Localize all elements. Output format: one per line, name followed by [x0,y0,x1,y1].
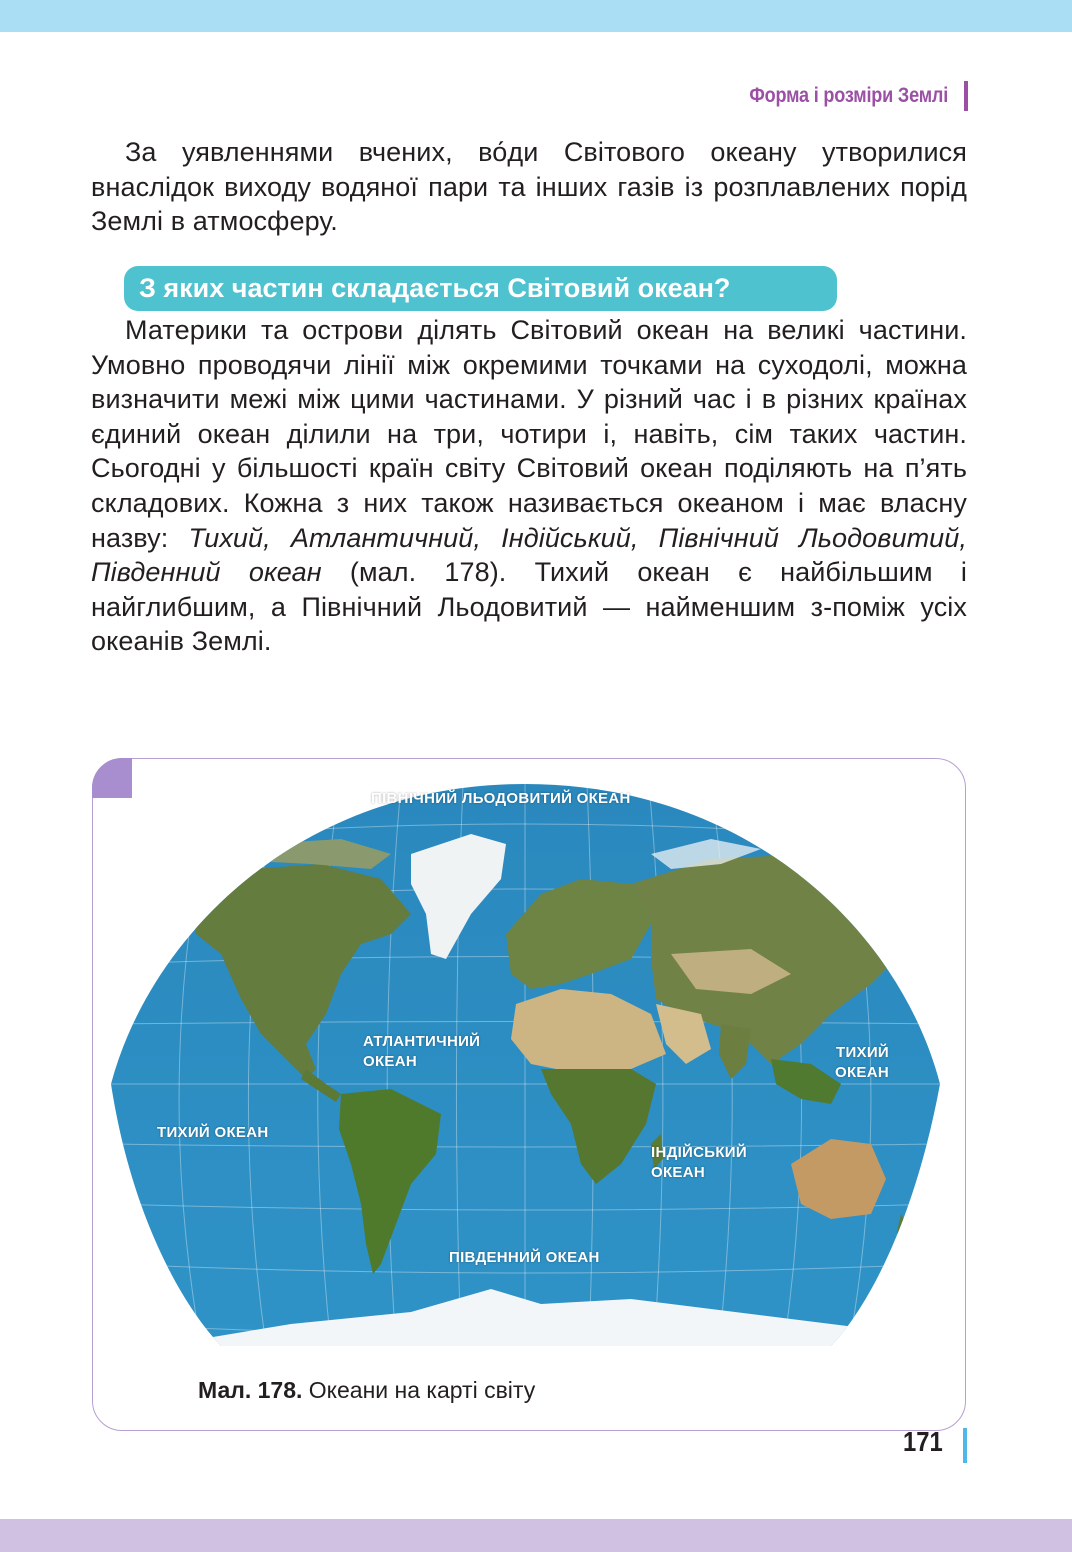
running-head: Форма і розміри Землі [749,84,948,107]
paragraph-text-part-2: (мал. 178). Тихий океан є найбільшим і найглибшим, а Північний Льодовитий — найменшим з-поміж усіх океанів Землі. [91,557,967,657]
map-label-southern-ocean: ПІВДЕННИЙ ОКЕАН [449,1249,600,1266]
map-label-line: АТЛАНТИЧНИЙ [363,1033,481,1050]
figure-caption [198,1377,535,1404]
map-label-line: ОКЕАН [651,1164,705,1181]
paragraph-text-part-1: Материки та острови ділять Світовий океан на великі частини. Умовно проводячи лінії між окремими точками на суходолі, можна визначити межі між цими частинами. У різний час і в різних країнах єдиний океан ділили на три, чотири і, навіть, сім таких частин. Сьогодні у більшості країн світу Світовий океан поділяють на п’ять складових. Кожна з них також називається океаном і має власну назву: [91,315,967,553]
bottom-color-band [0,1519,1072,1552]
map-label-atlantic-ocean [363,1032,480,1072]
page-number: 171 [903,1426,943,1457]
map-label-line: ОКЕАН [363,1053,417,1070]
intro-paragraph [91,135,967,239]
ocean-names-italic: Тихий, Атлантичний, Індійський, Північний Льодовитий, Південний океан [91,522,967,588]
caption-text: Океани на карті світу [302,1377,536,1403]
section-heading: З яких частин складається Світовий океан? [124,266,837,311]
page-number-bar [963,1428,967,1463]
map-label-indian-ocean [651,1143,747,1183]
map-label-arctic-ocean: ПІВНІЧНИЙ ЛЬОДОВИТИЙ ОКЕАН [371,790,631,807]
map-label-pacific-ocean-west: ТИХИЙ ОКЕАН [157,1124,269,1141]
map-label-line: ОКЕАН [835,1064,889,1081]
paragraph-text [91,313,967,659]
map-label-line: ТИХИЙ [835,1044,889,1061]
body-paragraph [91,313,967,659]
map-label-line: ІНДІЙСЬКИЙ [651,1144,747,1161]
top-color-band [0,0,1072,32]
map-label-pacific-ocean-east [835,1043,889,1083]
running-head-bar [964,81,968,111]
caption-prefix: Мал. 178. [198,1377,303,1403]
paragraph-text: За уявленнями вчених, во́ди Світового океану утворилися внаслідок виходу водяної пари та інших газів із розплавлених порід Землі в атмосферу. [91,137,967,237]
